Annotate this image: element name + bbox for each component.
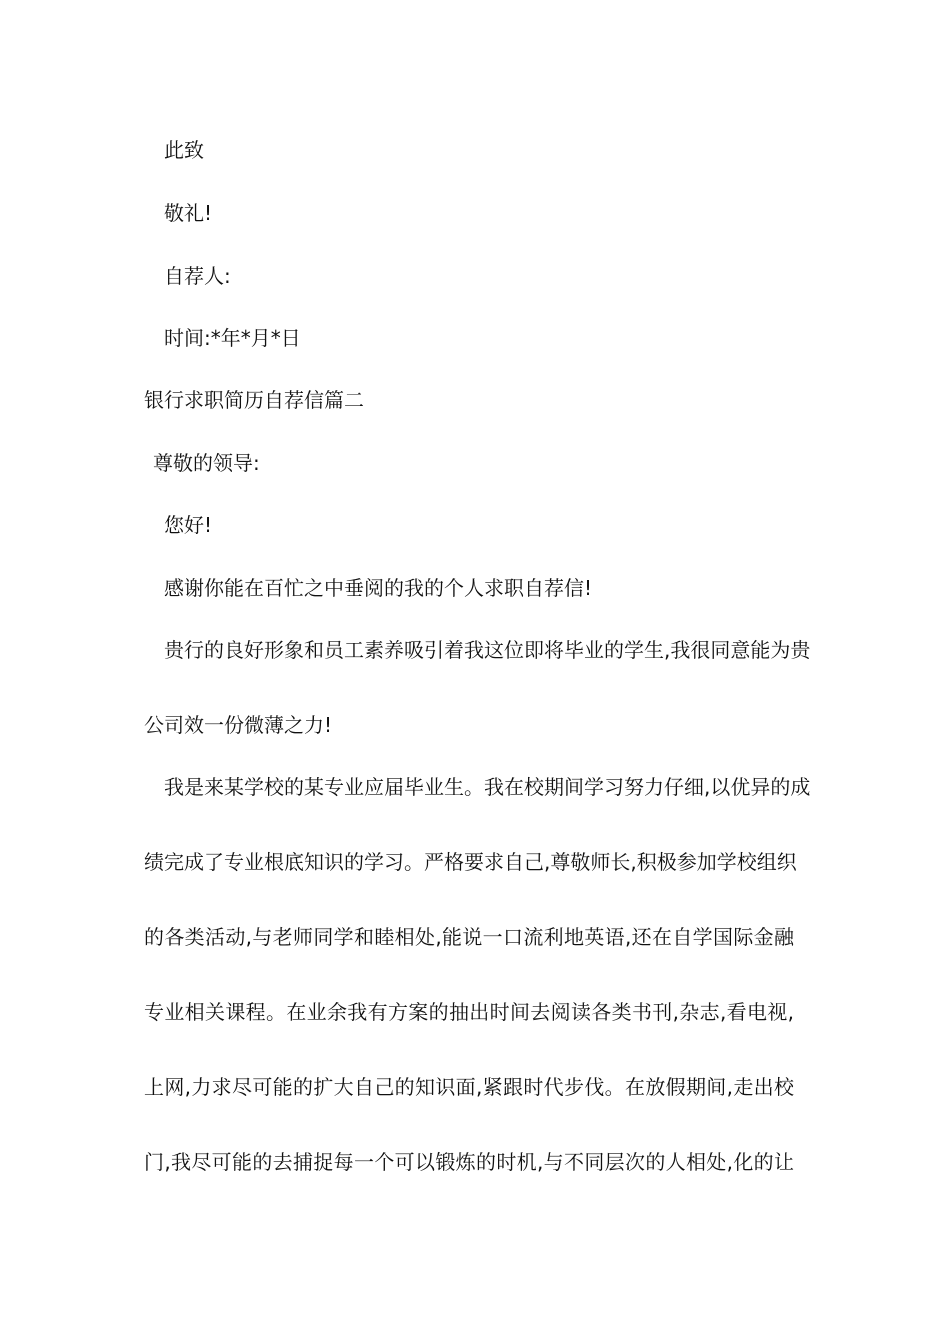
paragraph-2-line-4: 专业相关课程。在业余我有方案的抽出时间去阅读各类书刊,杂志,看电视, bbox=[144, 1000, 794, 1024]
salutation: 尊敬的领导: bbox=[153, 451, 260, 475]
paragraph-2-line-6: 门,我尽可能的去捕捉每一个可以锻炼的时机,与不同层次的人相处,化的让 bbox=[144, 1150, 794, 1174]
greeting: 您好! bbox=[164, 513, 213, 537]
paragraph-2-line-5: 上网,力求尽可能的扩大自己的知识面,紧跟时代步伐。在放假期间,走出校 bbox=[144, 1075, 794, 1099]
paragraph-1-line-1: 贵行的良好形象和员工素养吸引着我这位即将毕业的学生,我很同意能为贵 bbox=[164, 638, 811, 662]
thanks-line: 感谢你能在百忙之中垂阅的我的个人求职自荐信! bbox=[164, 576, 593, 600]
paragraph-1-line-2: 公司效一份微薄之力! bbox=[144, 713, 333, 737]
closing-line-2: 敬礼! bbox=[164, 201, 213, 225]
paragraph-2-line-1: 我是来某学校的某专业应届毕业生。我在校期间学习努力仔细,以优异的成 bbox=[164, 775, 811, 799]
paragraph-2-line-3: 的各类活动,与老师同学和睦相处,能说一口流利地英语,还在自学国际金融 bbox=[144, 925, 794, 949]
closing-line-1: 此致 bbox=[164, 138, 204, 162]
paragraph-2-line-2: 绩完成了专业根底知识的学习。严格要求自己,尊敬师长,积极参加学校组织 bbox=[144, 850, 797, 874]
date-line: 时间:*年*月*日 bbox=[164, 326, 301, 350]
section-title: 银行求职简历自荐信篇二 bbox=[144, 388, 364, 412]
signature-line: 自荐人: bbox=[164, 264, 231, 288]
